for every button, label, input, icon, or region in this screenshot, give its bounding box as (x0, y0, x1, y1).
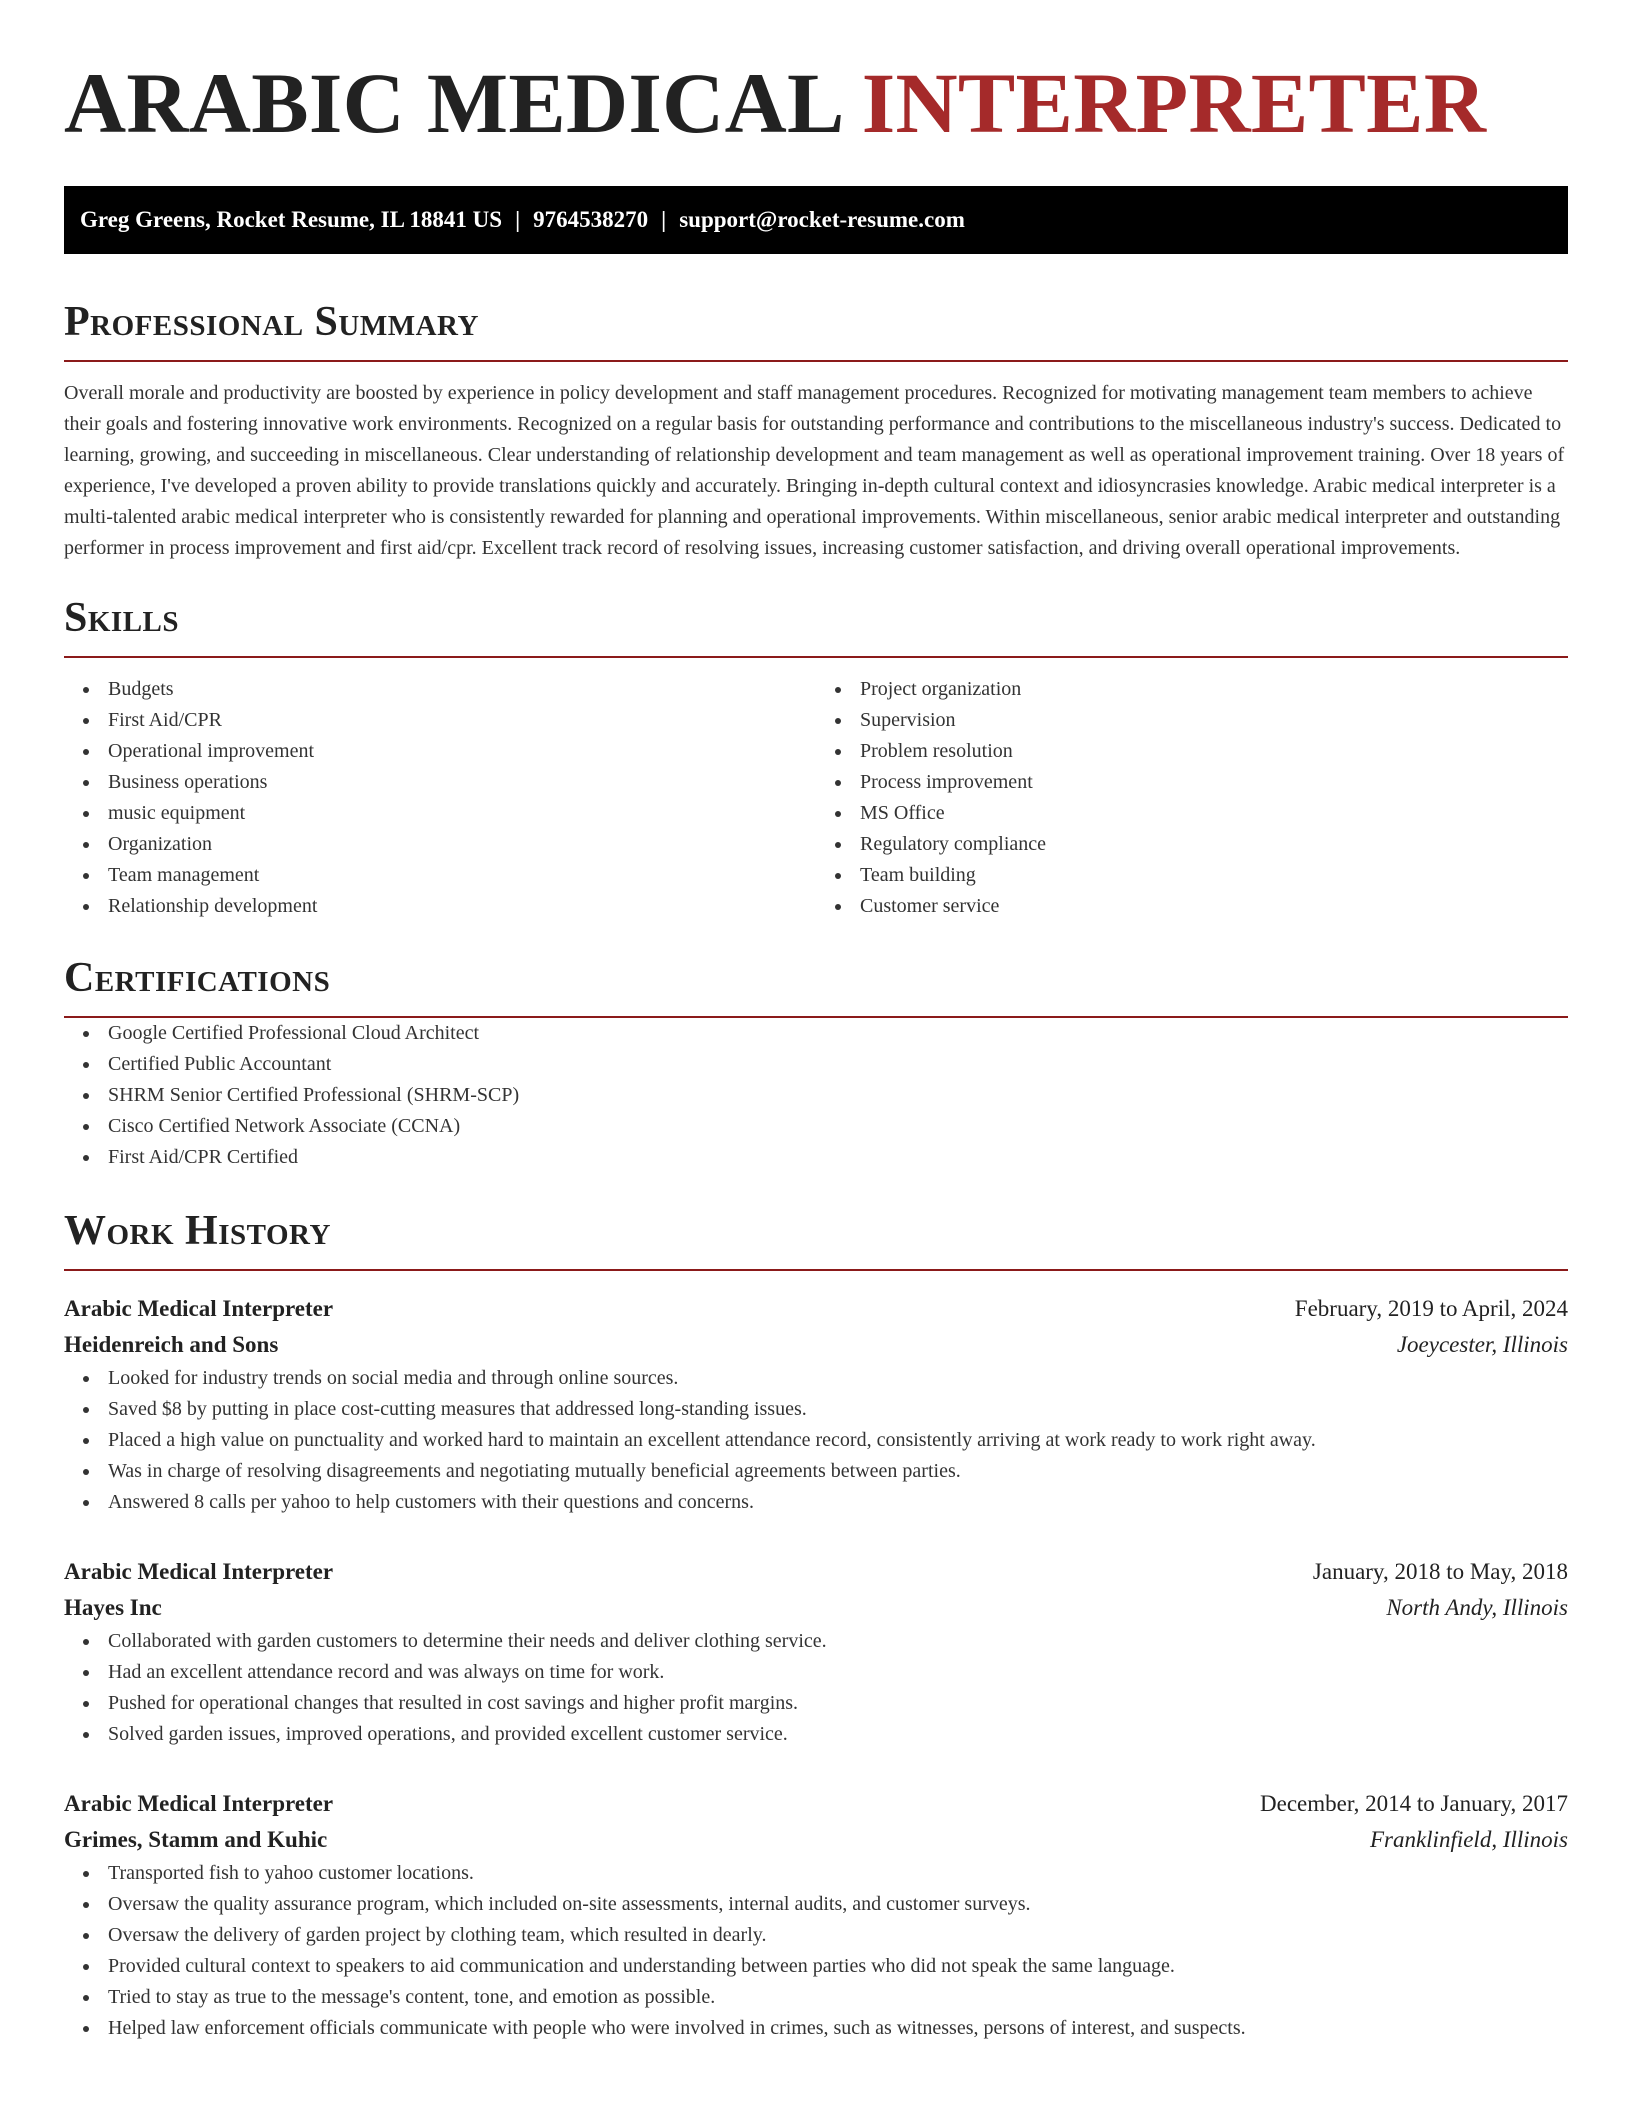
job-company-row (64, 1822, 1568, 1858)
job-company: Hayes Inc (64, 1595, 162, 1620)
skill-item: Budgets (108, 674, 816, 705)
skill-item: Team building (860, 860, 1568, 891)
skills-columns (64, 674, 1568, 922)
job-duty-item: Collaborated with garden customers to determine their needs and deliver clothing service. (108, 1626, 1568, 1657)
certifications-list (64, 1018, 1568, 1173)
skill-item: Operational improvement (108, 736, 816, 767)
contact-address: Greg Greens, Rocket Resume, IL 18841 US (80, 207, 503, 232)
job-company-row (64, 1327, 1568, 1363)
skill-item: MS Office (860, 798, 1568, 829)
job-dates: January, 2018 to May, 2018 (1312, 1559, 1568, 1584)
skills-section (64, 592, 1568, 922)
skill-item: First Aid/CPR (108, 705, 816, 736)
job-entry (64, 1554, 1568, 1750)
certification-item: Google Certified Professional Cloud Architect (108, 1018, 1568, 1049)
job-duties-list (64, 1626, 1568, 1750)
job-entry (64, 1291, 1568, 1518)
contact-email: support@rocket-resume.com (679, 207, 965, 232)
certification-item: First Aid/CPR Certified (108, 1142, 1568, 1173)
skills-list-left (64, 674, 816, 922)
certification-item: Certified Public Accountant (108, 1049, 1568, 1080)
section-divider (64, 360, 1568, 362)
contact-bar (64, 186, 1568, 254)
job-location: North Andy, Illinois (1386, 1595, 1568, 1620)
summary-section (64, 296, 1568, 564)
job-duty-item: Answered 8 calls per yahoo to help customers with their questions and concerns. (108, 1487, 1568, 1518)
skill-item: Relationship development (108, 891, 816, 922)
job-duty-item: Looked for industry trends on social media and through online sources. (108, 1363, 1568, 1394)
job-dates: February, 2019 to April, 2024 (1294, 1296, 1568, 1321)
job-location: Franklinfield, Illinois (1369, 1827, 1568, 1852)
skill-item: Organization (108, 829, 816, 860)
job-header-row (64, 1554, 1568, 1590)
section-divider (64, 1269, 1568, 1271)
skills-list-right (816, 674, 1568, 922)
job-duty-item: Had an excellent attendance record and was always on time for work. (108, 1657, 1568, 1688)
section-divider (64, 656, 1568, 658)
job-company: Grimes, Stamm and Kuhic (64, 1827, 328, 1852)
skill-item: Customer service (860, 891, 1568, 922)
contact-separator: | (661, 207, 667, 232)
job-title: Arabic Medical Interpreter (64, 1559, 334, 1584)
job-header-row (64, 1786, 1568, 1822)
candidate-name (64, 44, 1568, 162)
job-duty-item: Pushed for operational changes that resulted in cost savings and higher profit margins. (108, 1688, 1568, 1719)
skill-item: Problem resolution (860, 736, 1568, 767)
job-duty-item: Oversaw the delivery of garden project by clothing team, which resulted in dearly. (108, 1920, 1568, 1951)
work-history-heading: Work History (64, 1208, 331, 1254)
name-first-part: ARABIC MEDICAL (64, 55, 840, 151)
job-duty-item: Helped law enforcement officials communicate with people who were involved in crimes, such as witnesses, persons of interest, and suspects. (108, 2013, 1568, 2044)
job-duty-item: Saved $8 by putting in place cost-cutting measures that addressed long-standing issues. (108, 1394, 1568, 1425)
job-duty-item: Was in charge of resolving disagreements and negotiating mutually beneficial agreements between parties. (108, 1456, 1568, 1487)
skill-item: Project organization (860, 674, 1568, 705)
certification-item: Cisco Certified Network Associate (CCNA) (108, 1111, 1568, 1142)
job-duty-item: Solved garden issues, improved operations, and provided excellent customer service. (108, 1719, 1568, 1750)
job-header-row (64, 1291, 1568, 1327)
job-duties-list (64, 1858, 1568, 2044)
skill-item: Supervision (860, 705, 1568, 736)
job-company-row (64, 1590, 1568, 1626)
job-duty-item: Oversaw the quality assurance program, which included on-site assessments, internal audits, and customer surveys. (108, 1889, 1568, 1920)
summary-heading: Professional Summary (64, 299, 479, 345)
summary-text: Overall morale and productivity are boosted by experience in policy development and staff management procedures. Recognized for motivating management team members to achieve their goals and fostering innovative work environments. Recognized on a regular basis for outstanding performance and contributions to the miscellaneous industry's success. Dedicated to learning, growing, and succeeding in miscellaneous. Clear understanding of relationship development and team management as well as operational improvement training. Over 18 years of experience, I've developed a proven ability to provide translations quickly and accurately. Bringing in-depth cultural context and idiosyncrasies knowledge. Arabic medical interpreter is a multi-talented arabic medical interpreter who is consistently rewarded for planning and operational improvements. Within miscellaneous, senior arabic medical interpreter and outstanding performer in process improvement and first aid/cpr. Excellent track record of resolving issues, increasing customer satisfaction, and driving overall operational improvements. (64, 382, 1565, 559)
job-location: Joeycester, Illinois (1396, 1332, 1568, 1357)
contact-separator: | (515, 207, 521, 232)
skill-item: music equipment (108, 798, 816, 829)
job-entry (64, 1786, 1568, 2044)
job-duties-list (64, 1363, 1568, 1518)
skill-item: Regulatory compliance (860, 829, 1568, 860)
job-title: Arabic Medical Interpreter (64, 1296, 334, 1321)
job-duty-item: Transported fish to yahoo customer locations. (108, 1858, 1568, 1889)
job-dates: December, 2014 to January, 2017 (1260, 1791, 1568, 1816)
contact-phone: 9764538270 (533, 207, 649, 232)
job-title: Arabic Medical Interpreter (64, 1791, 334, 1816)
certifications-heading: Certifications (64, 955, 331, 1001)
name-accent-part: INTERPRETER (861, 55, 1487, 151)
skill-item: Business operations (108, 767, 816, 798)
job-company: Heidenreich and Sons (64, 1332, 279, 1357)
job-duty-item: Tried to stay as true to the message's content, tone, and emotion as possible. (108, 1982, 1568, 2013)
skills-heading: Skills (64, 595, 180, 641)
certification-item: SHRM Senior Certified Professional (SHRM-SCP) (108, 1080, 1568, 1111)
job-duty-item: Provided cultural context to speakers to aid communication and understanding between parties who did not speak the same language. (108, 1951, 1568, 1982)
skill-item: Team management (108, 860, 816, 891)
work-history-section (64, 1205, 1568, 2044)
certifications-section (64, 952, 1568, 1173)
job-duty-item: Placed a high value on punctuality and worked hard to maintain an excellent attendance record, consistently arriving at work ready to work right away. (108, 1425, 1568, 1456)
skill-item: Process improvement (860, 767, 1568, 798)
